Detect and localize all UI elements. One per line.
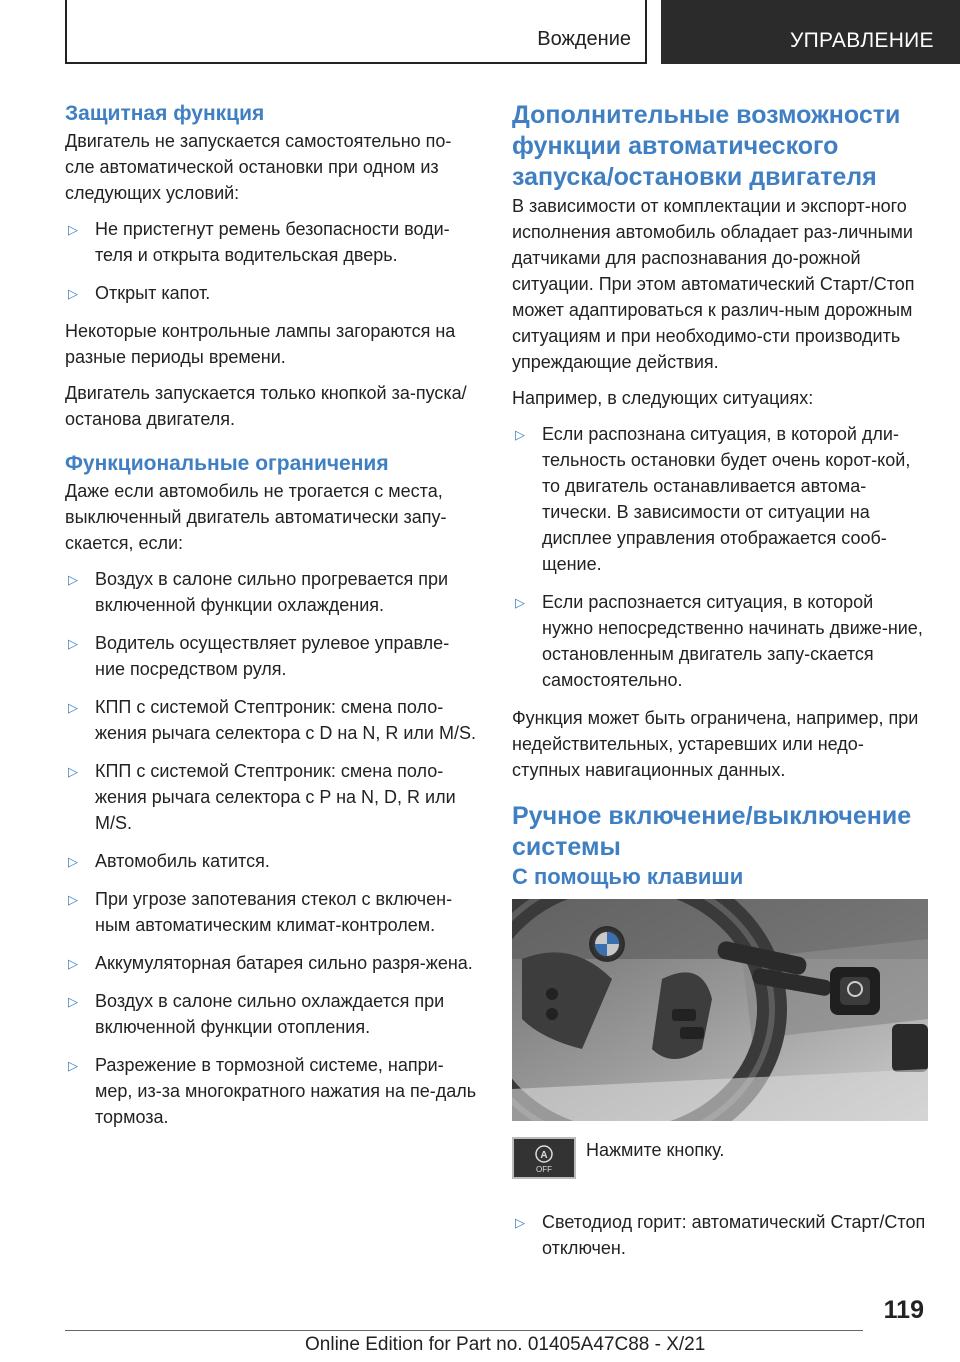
heading-additional-capabilities: Дополнительные возможности функции автоматического запуска/остановки двигателя	[512, 101, 901, 191]
list-item: ▷ Если распознана ситуация, в которой дли-тельность остановки будет очень корот-кой, то двигатель останавливается автома-тически. В зависимости от ситуации на дисплее управления отображается сооб-щение.	[515, 424, 911, 574]
footer-divider	[65, 1330, 863, 1331]
paragraph: Например, в следующих ситуациях:	[512, 388, 814, 408]
list-item: ▷ Открыт капот.	[65, 280, 477, 306]
paragraph: Двигатель не запускается самостоятельно по-сле автоматической остановки при одном из следующих условий:	[65, 131, 452, 203]
svg-text:A: A	[540, 1150, 548, 1161]
bullet-list	[65, 566, 477, 1130]
triangle-right-icon: ▷	[515, 427, 525, 442]
button-instruction	[512, 1137, 928, 1197]
triangle-right-icon: ▷	[68, 994, 78, 1009]
list-item: ▷ Аккумуляторная батарея сильно разря-жена.	[65, 950, 477, 976]
paragraph: Некоторые контрольные лампы загораются на разные периоды времени.	[65, 321, 456, 367]
paragraph: Даже если автомобиль не трогается с места, выключенный двигатель автоматически запу-скается, если:	[65, 481, 447, 553]
heading-manual-toggle: Ручное включение/выключение системы	[512, 802, 912, 861]
header-section-tab	[65, 0, 647, 64]
steering-wheel-photo	[512, 899, 928, 1121]
triangle-right-icon: ▷	[68, 892, 78, 907]
paragraph: Двигатель запускается только кнопкой за-пуска/останова двигателя.	[65, 383, 467, 429]
triangle-right-icon: ▷	[68, 764, 78, 779]
left-column	[65, 100, 477, 1142]
page-number: 119	[883, 1296, 924, 1324]
triangle-right-icon: ▷	[68, 1058, 78, 1073]
header-section-label: Вождение	[537, 28, 631, 50]
list-item: ▷ Воздух в салоне сильно прогревается при включенной функции охлаждения.	[68, 569, 449, 615]
off-label: OFF	[536, 1165, 552, 1174]
bullet-list	[512, 421, 928, 693]
list-item: ▷ Автомобиль катится.	[65, 848, 477, 874]
triangle-right-icon: ▷	[68, 222, 78, 237]
header-chapter-tab	[661, 0, 960, 64]
auto-start-stop-icon	[514, 1139, 574, 1177]
triangle-right-icon: ▷	[68, 572, 78, 587]
list-item: ▷ Светодиод горит: автоматический Старт/Стоп отключен.	[515, 1212, 926, 1258]
triangle-right-icon: ▷	[515, 595, 525, 610]
list-item: ▷ Не пристегнут ремень безопасности води-теля и открыта водительская дверь.	[68, 219, 450, 265]
button-caption: Нажмите кнопку.	[586, 1140, 725, 1160]
heading-with-key: С помощью клавиши	[512, 864, 744, 889]
triangle-right-icon: ▷	[68, 636, 78, 651]
paragraph: Функция может быть ограничена, например, при недействительных, устаревших или недо-ступных навигационных данных.	[512, 708, 919, 780]
heading-functional-limits: Функциональные ограничения	[65, 452, 389, 475]
list-item: ▷ Воздух в салоне сильно охлаждается при включенной функции отопления.	[68, 991, 445, 1037]
edition-info: Online Edition for Part no. 01405A47C88 - X/21	[305, 1334, 706, 1355]
header-chapter-label: УПРАВЛЕНИЕ	[790, 29, 934, 52]
right-column	[512, 100, 928, 1273]
list-item: ▷ КПП с системой Стептроник: смена поло-жения рычага селектора с D на N, R или M/S.	[68, 697, 476, 743]
heading-protection-function: Защитная функция	[65, 102, 265, 125]
list-item: ▷ Если распознается ситуация, в которой нужно непосредственно начинать движе-ние, остановленным двигатель запу-скается самостоятельно.	[515, 592, 923, 690]
bullet-list	[65, 216, 477, 306]
list-item: ▷ Водитель осуществляет рулевое управле-ние посредством руля.	[68, 633, 450, 679]
dashboard-photo	[512, 899, 928, 1121]
triangle-right-icon: ▷	[68, 956, 78, 971]
triangle-right-icon: ▷	[68, 700, 78, 715]
auto-start-stop-off-button-icon	[512, 1137, 576, 1179]
paragraph: В зависимости от комплектации и экспорт-ного исполнения автомобиль обладает раз-личными датчиками для распознавания до-рожной ситуации. При этом автоматический Старт/Стоп может адаптироваться к различ-ным дорожным ситуациям и при необходимо-сти производить упреждающие действия.	[512, 196, 915, 372]
triangle-right-icon: ▷	[68, 854, 78, 869]
triangle-right-icon: ▷	[68, 286, 78, 301]
bullet-list	[512, 1209, 928, 1261]
triangle-right-icon: ▷	[515, 1215, 525, 1230]
list-item: ▷ КПП с системой Стептроник: смена поло-жения рычага селектора с P на N, D, R или M/S.	[68, 761, 456, 833]
list-item: ▷ При угрозе запотевания стекол с включен-ным автоматическим климат-контролем.	[68, 889, 453, 935]
list-item: ▷ Разрежение в тормозной системе, напри-мер, из-за многократного нажатия на пе-даль тормоза.	[68, 1055, 477, 1127]
